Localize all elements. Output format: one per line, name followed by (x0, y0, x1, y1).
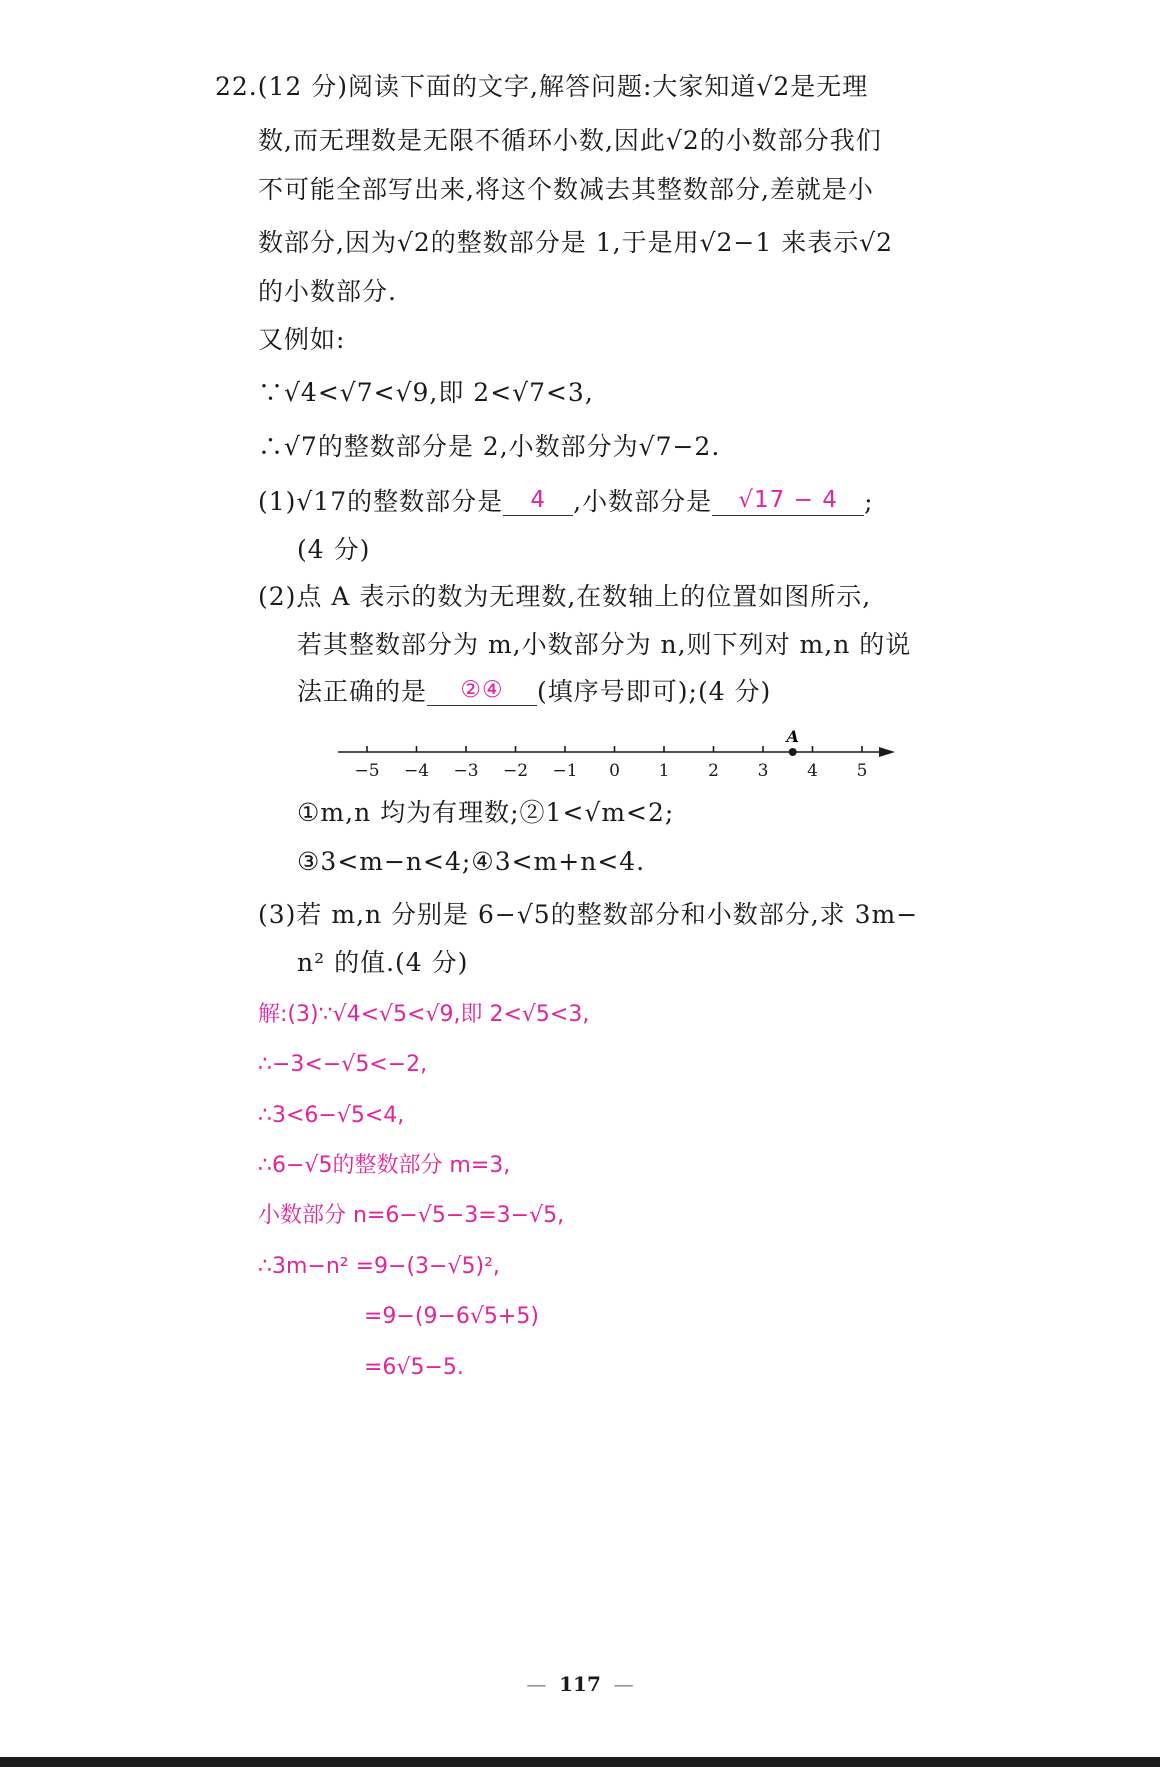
tick-label: 0 (609, 761, 620, 781)
solution-line-4: ∴6−√5的整数部分 m=3, (258, 1153, 511, 1178)
solution-line-2: ∴−3<−√5<−2, (258, 1052, 428, 1077)
solution-line-7: =9−(9−6√5+5) (364, 1304, 539, 1329)
q2-suffix: (填序号即可);(4 分) (537, 677, 772, 706)
tick-label: −4 (403, 761, 430, 781)
tick-label: 1 (658, 761, 670, 781)
solution-line-6: ∴3m−n² =9−(3−√5)², (258, 1254, 500, 1279)
q1-middle: ,小数部分是 (573, 487, 713, 516)
q1-answer-1: 4 (530, 487, 546, 513)
tick-label: 3 (757, 761, 769, 781)
example-line-1: ∵√4<√7<√9,即 2<√7<3, (258, 378, 594, 407)
tick-label: 4 (807, 761, 818, 781)
q1-prefix: (1)√17的整数部分是 (258, 487, 504, 516)
tick-label: 2 (708, 761, 719, 781)
number-line (330, 722, 910, 782)
q2-prefix: 法正确的是 (297, 677, 428, 706)
arrow-right-icon (879, 747, 895, 757)
solution-line-5: 小数部分 n=6−√5−3=3−√5, (258, 1203, 565, 1228)
q2-line-1: (2)点 A 表示的数为无理数,在数轴上的位置如图所示, (258, 582, 872, 611)
point-a-marker (789, 748, 797, 756)
q2-line-3 (297, 675, 771, 709)
q3-line-2: n² 的值.(4 分) (297, 948, 469, 977)
problem-line-4: 数部分,因为√2的整数部分是 1,于是用√2−1 来表示√2 (258, 228, 894, 257)
q2-options-line-1: ①m,n 均为有理数;②1<√m<2; (297, 798, 675, 827)
q1-answer-2: √17 − 4 (738, 487, 838, 513)
solution-line-3: ∴3<6−√5<4, (258, 1103, 405, 1128)
bottom-bar (0, 1757, 1160, 1767)
q2-blank (427, 675, 537, 706)
example-label: 又例如: (258, 325, 346, 354)
page-number: 117 (559, 1672, 601, 1696)
tick-label: −3 (453, 761, 479, 781)
problem-line-2: 数,而无理数是无限不循环小数,因此√2的小数部分我们 (258, 126, 882, 155)
q2-options-line-2: ③3<m−n<4;④3<m+n<4. (297, 847, 646, 876)
example-line-2: ∴√7的整数部分是 2,小数部分为√7−2. (258, 432, 721, 461)
problem-line-1: 22.(12 分)阅读下面的文字,解答问题:大家知道√2是无理 (215, 72, 869, 101)
solution-line-1: 解:(3)∵√4<√5<√9,即 2<√5<3, (258, 1002, 590, 1027)
question-1 (258, 485, 874, 519)
tick-label: −5 (354, 761, 380, 781)
q2-answer: ②④ (460, 677, 504, 703)
tick-label: 5 (856, 761, 868, 781)
tick-label: −1 (552, 761, 578, 781)
q2-line-2: 若其整数部分为 m,小数部分为 n,则下列对 m,n 的说 (297, 630, 912, 659)
tick-label: −2 (502, 761, 529, 781)
q1-blank-1 (503, 485, 573, 516)
q1-blank-2 (712, 485, 864, 516)
page-footer: — 117 — (526, 1672, 634, 1696)
q1-suffix: ; (864, 487, 874, 516)
q1-points: (4 分) (297, 535, 371, 564)
problem-line-5: 的小数部分. (258, 277, 397, 306)
point-a-label: A (786, 727, 799, 746)
solution-line-8: =6√5−5. (364, 1355, 464, 1380)
q3-line-1: (3)若 m,n 分别是 6−√5的整数部分和小数部分,求 3m− (258, 900, 919, 929)
problem-line-3: 不可能全部写出来,将这个数减去其整数部分,差就是小 (258, 175, 874, 204)
